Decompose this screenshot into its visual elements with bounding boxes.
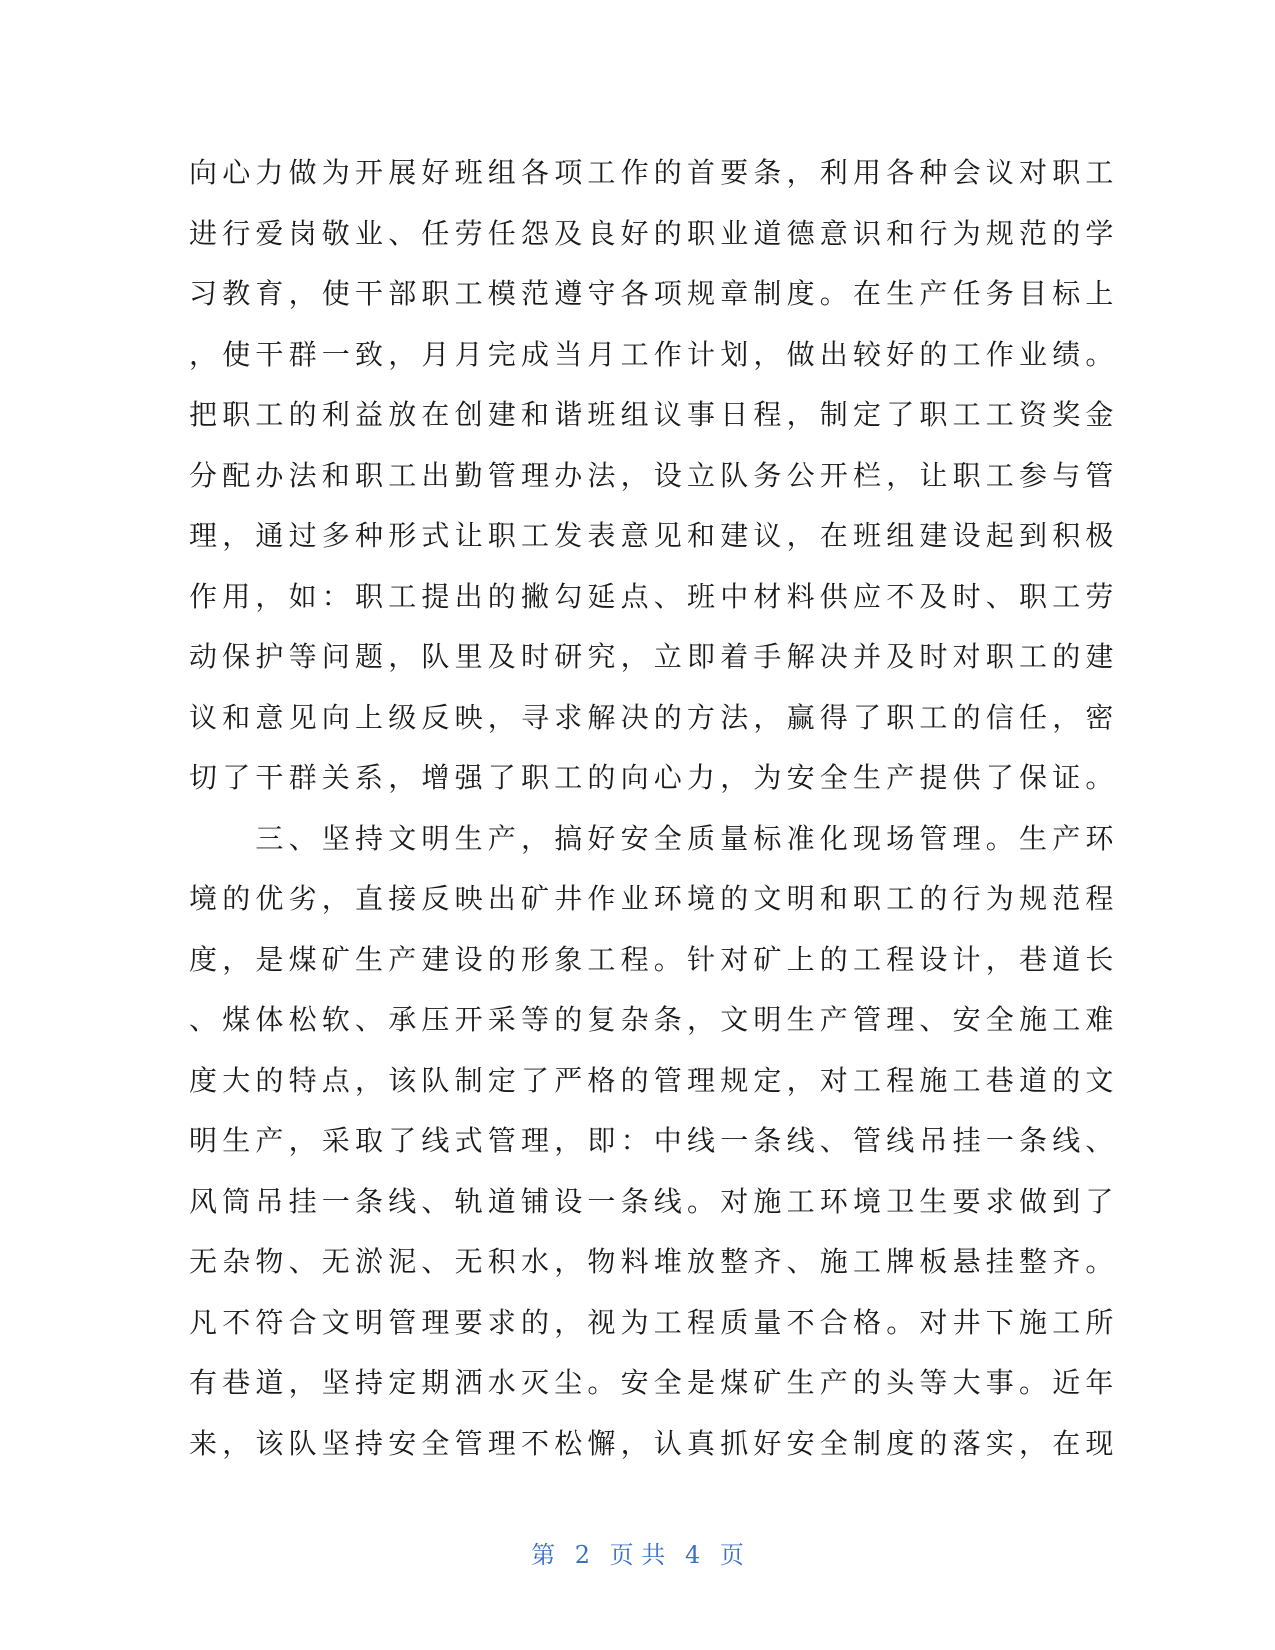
text-line: 作用，如：职工提出的撇勾延点、班中材料供应不及时、职工劳 (189, 579, 1119, 613)
current-page-number: 2 (574, 1541, 591, 1569)
text-line: 明生产，采取了线式管理，即：中线一条线、管线吊挂一条线、 (189, 1124, 1119, 1157)
text-line: 无杂物、无淤泥、无积水，物料堆放整齐、施工牌板悬挂整齐。 (189, 1245, 1119, 1278)
text-line: 、煤体松软、承压开采等的复杂条，文明生产管理、安全施工难 (189, 1003, 1119, 1036)
text-line: 度，是煤矿生产建设的形象工程。针对矿上的工程设计，巷道长 (189, 942, 1119, 976)
text-line: 来，该队坚持安全管理不松懈，认真抓好安全制度的落实，在现 (189, 1426, 1119, 1460)
text-line: 分配办法和职工出勤管理办法，设立队务公开栏，让职工参与管 (189, 458, 1119, 492)
page-footer (0, 1535, 1275, 1570)
text-line: 境的优劣，直接反映出矿井作业环境的文明和职工的行为规范程 (189, 882, 1119, 915)
text-line: 向心力做为开展好班组各项工作的首要条，利用各种会议对职工 (189, 156, 1119, 189)
text-line: 三、坚持文明生产，搞好安全质量标准化现场管理。生产环 (189, 821, 1119, 855)
text-line: 度大的特点，该队制定了严格的管理规定，对工程施工巷道的文 (189, 1063, 1119, 1097)
body-text (189, 143, 1119, 1474)
footer-prefix: 第 (531, 1541, 556, 1569)
text-line: 风筒吊挂一条线、轨道铺设一条线。对施工环境卫生要求做到了 (189, 1184, 1119, 1218)
text-line: 切了干群关系，增强了职工的向心力，为安全生产提供了保证。 (189, 761, 1119, 794)
footer-middle: 页 共 (609, 1541, 666, 1569)
text-line: 凡不符合文明管理要求的，视为工程质量不合格。对井下施工所 (189, 1305, 1119, 1339)
text-line: 动保护等问题，队里及时研究，立即着手解决并及时对职工的建 (189, 640, 1119, 673)
text-line: 把职工的利益放在创建和谐班组议事日程，制定了职工工资奖金 (189, 398, 1119, 431)
text-line: 有巷道，坚持定期洒水灭尘。安全是煤矿生产的头等大事。近年 (189, 1366, 1119, 1399)
text-line: 习教育，使干部职工模范遵守各项规章制度。在生产任务目标上 (189, 277, 1119, 310)
text-line: 议和意见向上级反映，寻求解决的方法，赢得了职工的信任，密 (189, 700, 1119, 734)
text-line: ，使干群一致，月月完成当月工作计划，做出较好的工作业绩。 (189, 337, 1119, 371)
text-line: 进行爱岗敬业、任劳任怨及良好的职业道德意识和行为规范的学 (189, 216, 1119, 250)
text-line: 理，通过多种形式让职工发表意见和建议，在班组建设起到积极 (189, 519, 1119, 552)
total-pages-number: 4 (684, 1541, 701, 1569)
footer-suffix: 页 (719, 1541, 744, 1569)
